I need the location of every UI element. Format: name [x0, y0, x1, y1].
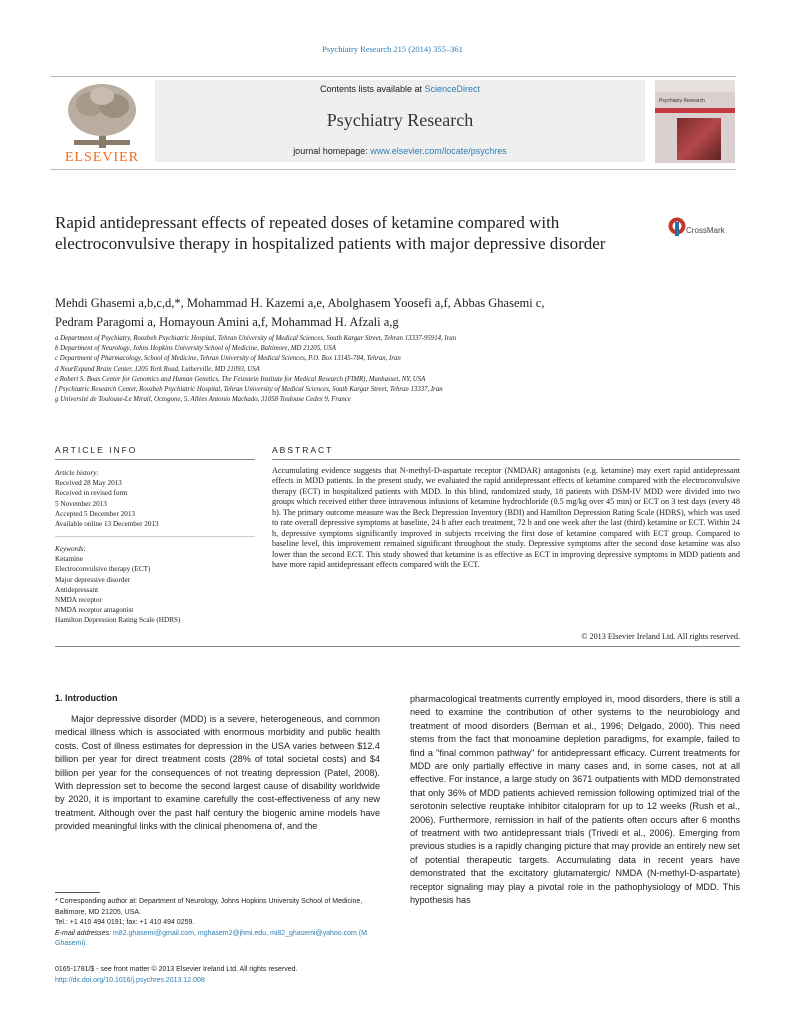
keywords-label: Keywords:	[55, 545, 86, 553]
homepage-prefix: journal homepage:	[293, 146, 371, 156]
contact-phone: Tel.: +1 410 494 0191; fax: +1 410 494 0259.	[55, 919, 195, 926]
crossmark-icon[interactable]	[668, 216, 686, 238]
cover-top-band	[655, 80, 735, 92]
keyword-item: NMDA receptor	[55, 596, 102, 605]
abstract-rule	[272, 459, 740, 460]
abstract-text: Accumulating evidence suggests that N-methyl-D-aspartate receptor (NMDAR) antagonists (e.g. ketamine) may exert rapid antidepressant effects in MDD patients. In the present study, we evaluated the rapid antidepressant effects of ketamine compared with the electroconvulsive therapy (ECT) in hospitalized patients with MDD. In this blind, randomized study, 18 patients with DSM-IV MDD were divided into two groups which received either three intravenous infusions of ketamine hydrochloride (0.5 mg/kg over 45 min) or ECT on 3 test days (every 48 h). The primary outcome measure was the Beck Depression Inventory (BDI) and Hamilton Depression Rating Scale (HDRS), which was used to rate overall depressive symptoms at baseline, 24 h after each treatment, 72 h and one week after the last (third) ketamine or ECT. Within 24 h, depressive symptoms significantly improved in subjects receiving the first dose of ketamine compared with ECT group. Compared to baseline level, this improvement remained significant throughout the study. Depressive symptoms after the second dose ketamine was also lower than the second ECT. This study showed that ketamine is as effective as ECT in improving depressive symptoms in MDD patients and have more rapid antidepressant effects compared with the ECT.	[272, 466, 740, 570]
contact-emails	[55, 929, 380, 950]
email-label: E-mail addresses:	[55, 929, 113, 937]
article-info-heading: ARTICLE INFO	[55, 445, 138, 455]
history-label: Article history:	[55, 469, 99, 477]
issn-line: 0165-1781/$ - see front matter © 2013 Elsevier Ireland Ltd. All rights reserved.	[55, 966, 298, 973]
front-matter	[55, 965, 380, 986]
cover-stripe	[655, 108, 735, 113]
author-list	[55, 294, 735, 332]
cover-image	[677, 118, 721, 160]
homepage-link[interactable]: www.elsevier.com/locate/psychres	[370, 146, 507, 156]
history-online: Available online 13 December 2013	[55, 520, 159, 529]
article-info-divider	[55, 536, 255, 537]
affiliation-a: a Department of Psychiatry, Roozbeh Psychiatric Hospital, Tehran University of Medical Sciences, South Kargar Street, Tehran 13337-95914, Iran	[55, 335, 457, 342]
contents-line	[155, 84, 645, 94]
contents-prefix: Contents lists available at	[319, 84, 425, 94]
history-revised: Received in revised form	[55, 489, 128, 498]
keyword-item: Major depressive disorder	[55, 575, 131, 584]
section-heading-introduction: 1. Introduction	[55, 693, 118, 703]
crossmark-label[interactable]: CrossMark	[686, 226, 725, 235]
affiliation-g: g Université de Toulouse-Le Mirail, Octogone, 5, Allées Antonio Machado, 31058 Toulouse Cedex 9, France	[55, 396, 351, 404]
keyword-item: Hamilton Depression Rating Scale (HDRS)	[55, 616, 181, 625]
body-column-right	[410, 693, 740, 908]
corresponding-author: * Corresponding author at: Department of Neurology, Johns Hopkins University School of Medicine, Baltimore, MD 21205, USA.	[55, 898, 363, 916]
affiliation-c: c Department of Pharmacology, School of Medicine, Tehran University of Medical Sciences, P.O. Box 13145-784, Tehran, Iran	[55, 355, 401, 363]
journal-homepage-line	[155, 146, 645, 156]
footnote-rule	[55, 892, 100, 893]
abstract-copyright: © 2013 Elsevier Ireland Ltd. All rights reserved.	[581, 632, 740, 641]
doi-link[interactable]: http://dx.doi.org/10.1016/j.psychres.2013.12.008	[55, 976, 205, 984]
history-revised-date: 5 November 2013	[55, 499, 107, 508]
intro-paragraph-1: Major depressive disorder (MDD) is a severe, heterogeneous, and common medical illness which is associated with enormous morbidity and public health costs. Cost of illness estimates for depression in the USA varies between $12.4 billion per year for direct treatment costs (28% of total societal costs) and $4 billion per year for the consequences of not treating depression (Patel, 2008). With depression set to become the second largest cause of disability worldwide by 2020, it is important to examine carefully the cost-effectiveness of any new treatment. Although over the past half century the biogenic amine models have provided meaningful links with the clinical phenomena of, and the	[55, 714, 380, 832]
body-column-left	[55, 713, 380, 834]
sciencedirect-link[interactable]: ScienceDirect	[424, 84, 481, 94]
email-links[interactable]: m82.ghasemi@gmail.com, mghasem2@jhmi.edu, mi82_ghasemi@yahoo.com (M. Ghasemi).	[55, 929, 369, 947]
article-title: Rapid antidepressant effects of repeated doses of ketamine compared with electroconvulsive therapy in hospitalized patients with major depressive disorder	[55, 213, 606, 253]
article-info-rule	[55, 459, 255, 460]
article-history	[55, 468, 255, 529]
journal-name: Psychiatry Research	[326, 110, 474, 130]
authors-line-1: Mehdi Ghasemi a,b,c,d,*, Mohammad H. Kazemi a,e, Abolghasem Yoosefi a,f, Abbas Ghasemi c,	[55, 296, 545, 310]
cover-title: Psychiatry Research	[659, 98, 705, 104]
affiliation-e: e Robert S. Boas Center for Genomics and Human Genetics, The Feinstein Institute for Medical Research (FIMR), Manhasset, NY, USA	[55, 375, 426, 383]
abstract-bottom-rule	[55, 646, 740, 647]
affiliation-d: d NeurExpand Brain Center, 1205 York Road, Lutherville, MD 21093, USA	[55, 365, 260, 373]
affiliation-f: f Psychiatric Research Center, Roozbeh Psychiatric Hospital, Tehran University of Medical Sciences, South Kargar Street, Tehran 13337, Iran	[55, 386, 443, 394]
journal-cover-thumbnail	[655, 80, 735, 163]
keyword-item: Electroconvulsive therapy (ECT)	[55, 565, 151, 574]
journal-banner	[155, 80, 645, 162]
history-accepted: Accepted 5 December 2013	[55, 509, 136, 518]
history-received: Received 28 May 2013	[55, 479, 122, 488]
keyword-item: NMDA receptor antagonist	[55, 606, 134, 615]
keyword-item: Ketamine	[55, 555, 83, 564]
affiliation-list	[55, 334, 735, 405]
intro-paragraph-continued: pharmacological treatments currently employed in, mood disorders, there is still a need to examine the contribution of other systems to the neurobiology and treatment of mood disorders (Berman et al., 1996; Delgado, 2000). This need stems from the fact that monoamine depletion paradigms, for example, failed to find a "final common pathway" for antidepressant efficacy. Current treatments for MDD are only partially effective in many cases and, in some cases, not at all effective. For instance, a large study on 3671 outpatients with MDD demonstrated that only 36% of MDD patients achieved remission following optimized trial of the serotonin selective reuptake inhibitor citalopram for up to 12 weeks (Rush et al., 2006). Furthermore, remission in half of the patients often occurs after 6 months of treatment with two antidepressant trials (Trivedi et al., 2006). Emerging from previous studies is a rapidly changing picture that may provide an entirely new set of potential therapeutic targets. Accumulating data in recent years have demonstrated that the excitatory glutamatergic/ NMDA (N-methyl-D-aspartate) receptor signaling may play a pivotal role in the pathophysiology of MDD. This hypothesis has	[410, 694, 740, 906]
abstract-heading: ABSTRACT	[272, 445, 334, 455]
corresponding-author-footnote	[55, 897, 380, 950]
keyword-item: Antidepressant	[55, 585, 99, 594]
journal-citation[interactable]: Psychiatry Research 215 (2014) 355–361	[322, 44, 463, 54]
keywords-list	[55, 544, 255, 626]
affiliation-b: b Department of Neurology, Johns Hopkins University School of Medicine, Baltimore, MD 21205, USA	[55, 345, 336, 353]
elsevier-wordmark: ELSEVIER	[64, 150, 140, 165]
authors-line-2: Pedram Paragomi a, Homayoun Amini a,f, Mohammad H. Afzali a,g	[55, 315, 399, 329]
